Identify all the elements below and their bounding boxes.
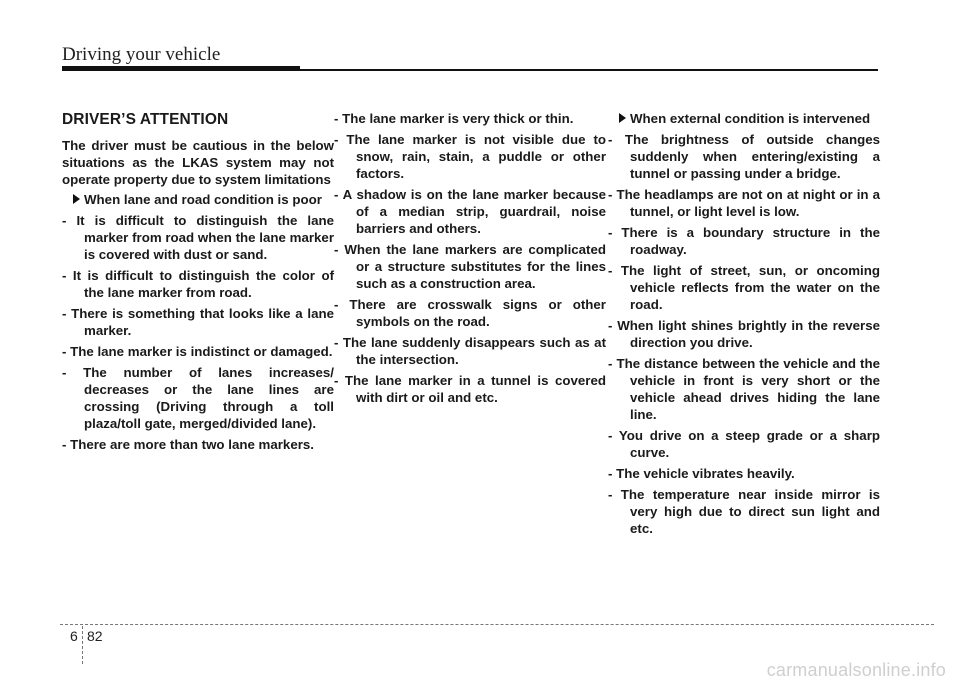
header-rule-thick [62,66,300,71]
chapter-number: 6 [70,628,78,644]
list-item: - The lane marker is not visible due to snow, rain, stain, a puddle or other factors. [334,132,606,181]
list-item: - The temperature near inside mirror is very high due to direct sun light and etc. [608,487,880,536]
watermark: carmanualsonline.info [766,660,946,680]
column-3 [608,110,880,541]
triangle-bullet-icon [73,194,80,204]
road-condition-list [62,212,334,453]
external-condition-list [608,131,880,537]
group-heading-external-condition [608,110,880,127]
list-item: - When light shines brightly in the reverse direction you drive. [608,318,880,350]
list-item: - The lane marker in a tunnel is covered with dirt or oil and etc. [334,373,606,405]
list-item: - There is something that looks like a lane marker. [62,306,334,338]
triangle-bullet-icon [619,113,626,123]
section-title: DRIVER’S ATTENTION [62,111,229,128]
road-condition-list-continued [334,110,606,406]
list-item: - The brightness of outside changes suddenly when entering/existing a tunnel or passing under a bridge. [608,132,880,181]
list-item: - The vehicle vibrates heavily. [608,466,795,481]
group-heading-text: When external condition is intervened [630,111,871,126]
list-item: - The light of street, sun, or oncoming vehicle reflects from the water on the road. [608,263,880,312]
column-1 [62,110,334,457]
section-intro: The driver must be cautious in the below situations as the LKAS system may not operate property due to system limitations [62,138,334,187]
list-item: - The lane suddenly disappears such as at the intersection. [334,335,606,367]
group-heading-text: When lane and road condition is poor [84,192,322,207]
list-item: - There are crosswalk signs or other symbols on the road. [334,297,606,329]
list-item: - You drive on a steep grade or a sharp curve. [608,428,880,460]
list-item: - A shadow is on the lane marker because of a median strip, guardrail, noise barriers and others. [334,187,606,236]
group-heading-road-condition [62,191,334,208]
footer-divider [82,626,83,664]
list-item: - The lane marker is very thick or thin. [334,111,574,126]
list-item: - There is a boundary structure in the roadway. [608,225,880,257]
list-item: - The distance between the vehicle and the vehicle in front is very short or the vehicle ahead drives hiding the lane line. [608,356,880,422]
list-item: - The headlamps are not on at night or in a tunnel, or light level is low. [608,187,880,219]
page-number: 82 [87,628,103,644]
header-rule-thin [300,69,878,71]
list-item: - It is difficult to distinguish the color of the lane marker from road. [62,268,334,300]
page-header-title: Driving your vehicle [62,44,221,65]
list-item: - The number of lanes increases/ decreases or the lane lines are crossing (Driving through a toll plaza/toll gate, merged/divided lane). [62,365,334,431]
column-2 [334,110,606,410]
footer-rule [60,624,934,625]
list-item: - There are more than two lane markers. [62,437,314,452]
list-item: - It is difficult to distinguish the lane marker from road when the lane marker is covered with dust or sand. [62,213,334,262]
list-item: - When the lane markers are complicated or a structure substitutes for the lines such as a construction area. [334,242,606,291]
list-item: - The lane marker is indistinct or damaged. [62,344,333,359]
